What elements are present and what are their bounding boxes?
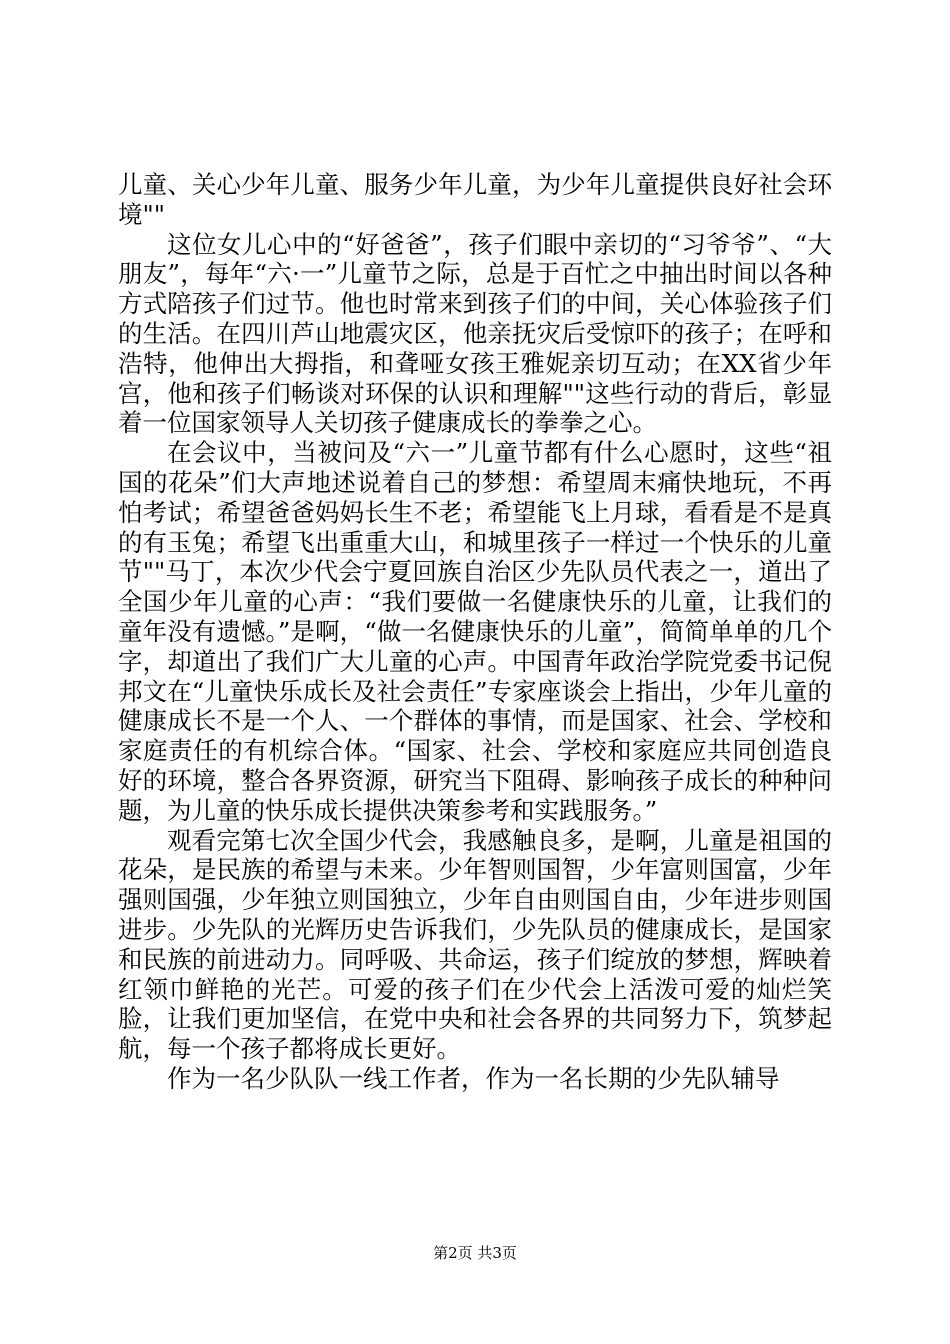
document-body <box>118 170 832 1094</box>
paragraph-2: 这位女儿心中的“好爸爸”，孩子们眼中亲切的“习爷爷”、“大朋友”，每年“六·一”儿童节之际，总是于百忙之中抽出时间以各种方式陪孩子们过节。他也时常来到孩子们的中间，关心体验孩子们的生活。在四川芦山地震灾区，他亲抚灾后受惊吓的孩子；在呼和浩特，他伸出大拇指，和聋哑女孩王雅妮亲切互动；在XX省少年宫，他和孩子们畅谈对环保的认识和理解""这些行动的背后，彰显着一位国家领导人关切孩子健康成长的拳拳之心。 <box>118 229 832 438</box>
page-footer: 第2页 共3页 <box>433 1244 517 1262</box>
paragraph-4: 观看完第七次全国少代会，我感触良多，是啊，儿童是祖国的花朵，是民族的希望与未来。少年智则国智，少年富则国富，少年强则国强，少年独立则国独立，少年自由则国自由，少年进步则国进步。少先队的光辉历史告诉我们，少先队员的健康成长，是国家和民族的前进动力。同呼吸、共命运，孩子们绽放的梦想，辉映着红领巾鲜艳的光芒。可爱的孩子们在少代会上活泼可爱的灿烂笑脸，让我们更加坚信，在党中央和社会各界的共同努力下，筑梦起航，每一个孩子都将成长更好。 <box>118 825 832 1064</box>
paragraph-5: 作为一名少队队一线工作者，作为一名长期的少先队辅导 <box>167 1063 780 1093</box>
paragraph-3: 在会议中，当被问及“六一”儿童节都有什么心愿时，这些“祖国的花朵”们大声地述说着自己的梦想：希望周末痛快地玩，不再怕考试；希望爸爸妈妈长生不老；希望能飞上月球，看看是不是真的有玉兔；希望飞出重重大山，和城里孩子一样过一个快乐的儿童节""马丁，本次少代会宁夏回族自治区少先队员代表之一，道出了全国少年儿童的心声：“我们要做一名健康快乐的儿童，让我们的童年没有遗憾。”是啊，“做一名健康快乐的儿童”，简简单单的几个字，却道出了我们广大儿童的心声。中国青年政治学院党委书记倪邦文在“儿童快乐成长及社会责任”专家座谈会上指出，少年儿童的健康成长不是一个人、一个群体的事情，而是国家、社会、学校和家庭责任的有机综合体。“国家、社会、学校和家庭应共同创造良好的环境，整合各界资源，研究当下阻碍、影响孩子成长的种种问题，为儿童的快乐成长提供决策参考和实践服务。” <box>118 438 832 825</box>
paragraph-1: 儿童、关心少年儿童、服务少年儿童，为少年儿童提供良好社会环境"" <box>118 170 832 229</box>
